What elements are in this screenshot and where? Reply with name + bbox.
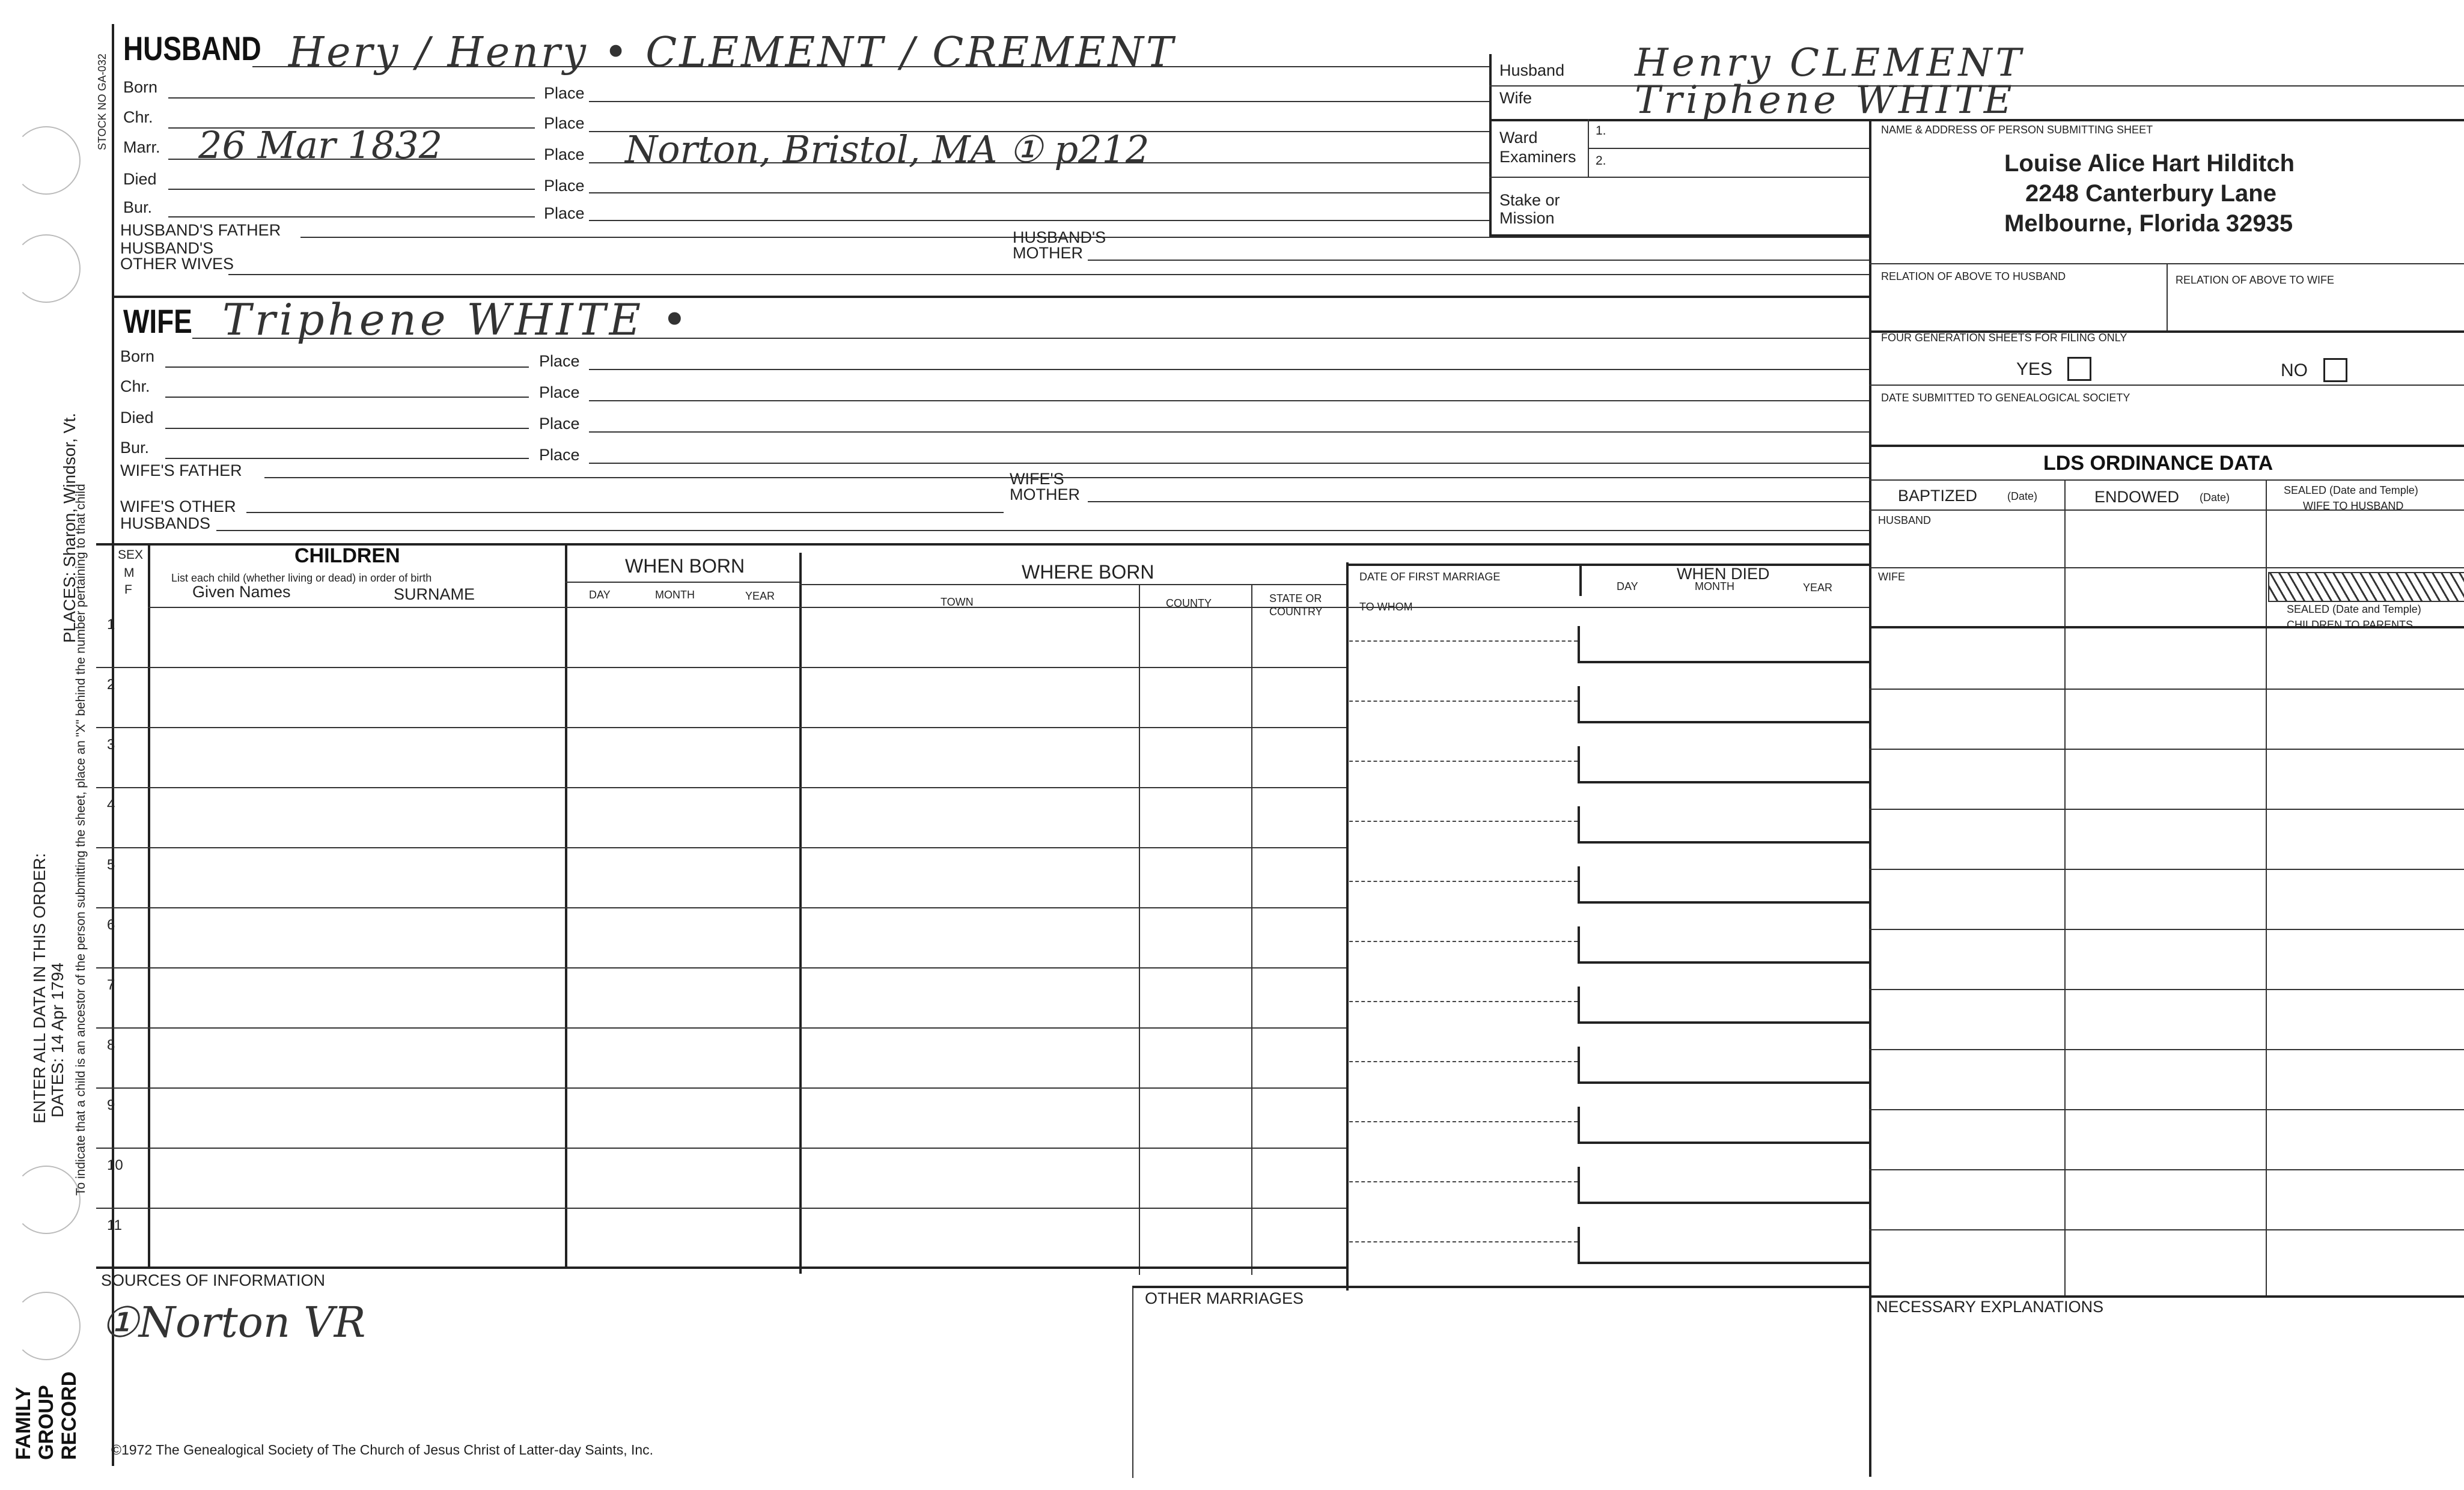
child-died-bracket[interactable]	[1578, 1227, 1871, 1264]
where-born-label: WHERE BORN	[1022, 561, 1154, 583]
husband-title: HUSBAND	[123, 29, 261, 67]
wife-died-place-label: Place	[539, 415, 580, 433]
children-subtitle: List each child (whether living or dead) in order of birth	[171, 572, 432, 584]
form-title-group: GROUP	[35, 1385, 58, 1460]
county-label: COUNTY	[1166, 597, 1212, 609]
lds-header-bottom	[1869, 509, 2464, 511]
town-label: TOWN	[941, 596, 974, 608]
relation-wife-label: RELATION OF ABOVE TO WIFE	[2176, 274, 2335, 286]
child-row-line	[96, 667, 1346, 668]
stake-label-1: Stake or	[1499, 191, 1560, 209]
husband-other-wives-label-2: OTHER WIVES	[120, 255, 234, 273]
lds-sealed-1: SEALED (Date and Temple)	[2284, 484, 2418, 496]
county-col-divider	[1251, 584, 1252, 1275]
sex-f-label: F	[124, 583, 132, 597]
child-marriage-dash[interactable]	[1349, 701, 1578, 702]
ward-wife-line	[1489, 119, 2464, 121]
child-died-bracket[interactable]	[1578, 987, 1871, 1024]
surname-label: SURNAME	[394, 585, 475, 603]
husband-marr-place[interactable]: Norton, Bristol, MA ① p212	[625, 127, 1150, 171]
state-label-1: STATE OR	[1269, 592, 1322, 604]
lds-endowed: ENDOWED	[2094, 488, 2179, 506]
child-died-bracket[interactable]	[1578, 626, 1871, 663]
husband-marr-line	[168, 159, 535, 160]
lds-wife-row-bottom	[1869, 626, 2464, 628]
husband-bur-place-label: Place	[544, 204, 585, 222]
wife-chr-place-line[interactable]	[589, 400, 1869, 401]
state-label-2: COUNTRY	[1269, 606, 1323, 618]
children-title: CHILDREN	[294, 544, 400, 567]
lds-row-line	[1869, 989, 2464, 990]
ward-label-1: Ward	[1499, 129, 1538, 147]
child-marriage-dash[interactable]	[1349, 1241, 1578, 1242]
child-marriage-dash[interactable]	[1349, 640, 1578, 642]
form-title-record: RECORD	[58, 1371, 81, 1460]
child-marriage-dash[interactable]	[1349, 821, 1578, 822]
child-died-bracket[interactable]	[1578, 926, 1871, 964]
examiner-1-line[interactable]	[1588, 148, 1870, 149]
lds-title: LDS ORDINANCE DATA	[2043, 452, 2273, 475]
wife-other-husbands-label-2: HUSBANDS	[120, 514, 211, 532]
husband-mother-label-1: HUSBAND'S	[1013, 228, 1106, 246]
four-gen-bottom	[1869, 385, 2464, 386]
husband-name-line	[252, 66, 1490, 67]
town-col-divider	[1139, 584, 1140, 1275]
child-died-bracket[interactable]	[1578, 1047, 1871, 1084]
other-marriages-top	[1132, 1286, 1869, 1288]
child-row-number: 1	[107, 616, 115, 633]
husband-bur-place-line[interactable]	[589, 220, 1490, 221]
child-marriage-dash[interactable]	[1349, 1061, 1578, 1062]
where-born-col-divider	[1346, 562, 1349, 1291]
binder-hole	[12, 1292, 81, 1360]
ward-label-2: Examiners	[1499, 148, 1576, 166]
wife-died-label: Died	[120, 409, 154, 427]
lds-baptized-date: (Date)	[2007, 490, 2038, 502]
husband-died-place-line[interactable]	[589, 192, 1490, 193]
husband-bur-line[interactable]	[168, 216, 535, 217]
examiner-2-line[interactable]	[1489, 177, 1870, 178]
born-year-label: YEAR	[745, 590, 775, 602]
husband-died-line[interactable]	[168, 189, 535, 190]
wife-mother-label-1: WIFE'S	[1010, 470, 1064, 488]
relation-divider	[2167, 263, 2168, 332]
wife-title: WIFE	[123, 302, 192, 340]
when-born-label: WHEN BORN	[625, 555, 745, 577]
died-month-label: MONTH	[1695, 580, 1734, 592]
lds-row-line	[1869, 1229, 2464, 1230]
ward-husband-label: Husband	[1499, 61, 1565, 79]
lds-hatched-cell	[2268, 572, 2464, 602]
husband-chr-label: Chr.	[123, 108, 153, 126]
ward-wife-value[interactable]: Triphene WHITE	[1635, 78, 2016, 123]
husband-mother-label-2: MOTHER	[1013, 244, 1083, 262]
wife-other-husbands-line-2[interactable]	[216, 530, 1869, 531]
child-row-number: 6	[107, 917, 115, 933]
sources-label: SOURCES OF INFORMATION	[101, 1271, 326, 1289]
husband-mother-line[interactable]	[1088, 260, 1869, 261]
no-label: NO	[2281, 360, 2308, 380]
binder-hole	[12, 234, 81, 303]
header-bottom-line	[148, 607, 1869, 608]
wife-born-place-line[interactable]	[589, 369, 1869, 370]
ward-wife-label: Wife	[1499, 89, 1532, 107]
four-gen-label: FOUR GENERATION SHEETS FOR FILING ONLY	[1881, 332, 2127, 344]
lds-row-line	[1869, 929, 2464, 930]
submitter-city: Melbourne, Florida 32935	[2004, 210, 2293, 237]
husband-name-value[interactable]: Hery / Henry • CLEMENT / CREMENT	[288, 29, 1176, 76]
child-row-number: 5	[107, 857, 115, 873]
lds-wife-label: WIFE	[1878, 571, 1905, 583]
child-row-line	[96, 1027, 1346, 1029]
lds-sealed-2: WIFE TO HUSBAND	[2303, 500, 2404, 512]
child-died-bracket[interactable]	[1578, 1167, 1871, 1204]
child-row-number: 9	[107, 1097, 115, 1113]
child-row-line	[96, 1208, 1346, 1209]
when-born-header-line	[565, 582, 799, 583]
wife-born-place-label: Place	[539, 352, 580, 370]
ward-box-left	[1489, 54, 1492, 236]
ward-box-bottom	[1489, 234, 1870, 237]
lds-col-divider-2	[2266, 479, 2267, 1297]
child-marriage-dash[interactable]	[1349, 761, 1578, 762]
stake-label-2: Mission	[1499, 209, 1555, 227]
wife-name-line	[192, 338, 1869, 339]
husband-other-wives-line[interactable]	[228, 274, 1869, 275]
wife-chr-line[interactable]	[165, 397, 529, 398]
husband-bur-label: Bur.	[123, 198, 153, 216]
dates-instructions: DATES: 14 Apr 1794	[48, 962, 67, 1118]
husband-marr-place-label: Place	[544, 145, 585, 163]
date-submitted-label: DATE SUBMITTED TO GENEALOGICAL SOCIETY	[1881, 392, 2130, 404]
lds-endowed-date: (Date)	[2200, 491, 2230, 503]
wife-born-line[interactable]	[165, 366, 529, 368]
examiner-1: 1.	[1596, 124, 1606, 138]
ancestor-instructions: To indicate that a child is an ancestor of the person submitting the sheet, place an "X" behind the number pertaining to that child	[74, 484, 88, 1196]
child-row-number: 2	[107, 677, 115, 693]
right-column-border	[1869, 119, 1871, 1477]
child-row-number: 8	[107, 1037, 115, 1053]
lds-husband-label: HUSBAND	[1878, 514, 1932, 526]
child-row-line	[96, 787, 1346, 788]
wife-died-place-line[interactable]	[589, 431, 1869, 433]
lds-row-line	[1869, 749, 2464, 750]
wife-other-husbands-label-1: WIFE'S OTHER	[120, 497, 236, 515]
examiner-2: 2.	[1596, 154, 1606, 168]
child-row-line	[96, 907, 1346, 908]
lds-title-bottom	[1869, 479, 2464, 481]
places-instructions: PLACES: Sharon, Windsor, Vt.	[60, 413, 79, 643]
husband-other-wives-label-1: HUSBAND'S	[120, 239, 214, 257]
child-died-bracket[interactable]	[1578, 746, 1871, 783]
enter-data-instructions: ENTER ALL DATA IN THIS ORDER:	[30, 853, 49, 1124]
other-marriages-divider	[1132, 1286, 1133, 1478]
wife-died-line[interactable]	[165, 428, 529, 429]
wife-bur-place-label: Place	[539, 446, 580, 464]
lds-row-line	[1869, 689, 2464, 690]
wife-chr-label: Chr.	[120, 377, 150, 395]
wife-mother-line[interactable]	[1088, 501, 1869, 502]
husband-born-label: Born	[123, 78, 158, 96]
lds-sealed-children-1: SEALED (Date and Temple)	[2287, 603, 2421, 615]
relation-husband-label: RELATION OF ABOVE TO HUSBAND	[1881, 270, 2066, 282]
children-col-divider	[565, 543, 567, 1269]
binder-hole	[12, 126, 81, 195]
wife-father-label: WIFE'S FATHER	[120, 461, 242, 479]
form-title-family: FAMILY	[12, 1387, 35, 1460]
child-row-number: 3	[107, 737, 115, 753]
when-died-header-line	[1346, 564, 1869, 566]
husband-born-line[interactable]	[168, 97, 535, 99]
copyright-notice: ©1972 The Genealogical Society of The Church of Jesus Christ of Latter-day Saints, Inc.	[111, 1442, 654, 1458]
submitter-street: 2248 Canterbury Lane	[2025, 180, 2276, 207]
husband-born-place-label: Place	[544, 84, 585, 102]
sources-value[interactable]: ①Norton VR	[101, 1298, 366, 1347]
when-died-box-left	[1579, 564, 1582, 596]
wife-born-label: Born	[120, 347, 155, 365]
first-marriage-label: DATE OF FIRST MARRIAGE	[1359, 571, 1501, 583]
child-row-number: 4	[107, 797, 115, 813]
child-died-bracket[interactable]	[1578, 866, 1871, 904]
wife-mother-label-2: MOTHER	[1010, 485, 1080, 503]
child-marriage-dash[interactable]	[1349, 1181, 1578, 1182]
sex-m-label: M	[124, 566, 135, 580]
child-row-line	[96, 1148, 1346, 1149]
lds-sealed-children-2: CHILDREN TO PARENTS	[2287, 619, 2414, 631]
child-marriage-dash[interactable]	[1349, 1121, 1578, 1122]
other-marriages-label: OTHER MARRIAGES	[1145, 1289, 1304, 1307]
when-born-col-divider	[799, 553, 802, 1274]
husband-died-place-label: Place	[544, 177, 585, 195]
lds-row-line	[1869, 1049, 2464, 1050]
wife-name-value[interactable]: Triphene WHITE •	[222, 294, 691, 345]
child-died-bracket[interactable]	[1578, 806, 1871, 844]
child-died-bracket[interactable]	[1578, 1107, 1871, 1144]
wife-other-husbands-line[interactable]	[246, 512, 1004, 513]
given-names-label: Given Names	[192, 583, 291, 601]
child-marriage-dash[interactable]	[1349, 881, 1578, 882]
explanations-label: NECESSARY EXPLANATIONS	[1876, 1298, 2104, 1316]
husband-marr-place-line	[589, 162, 1490, 163]
lds-baptized: BAPTIZED	[1898, 487, 1978, 505]
child-row-number: 7	[107, 977, 115, 993]
child-marriage-dash[interactable]	[1349, 1001, 1578, 1002]
child-marriage-dash[interactable]	[1349, 941, 1578, 942]
died-day-label: DAY	[1617, 580, 1638, 592]
submitter-label: NAME & ADDRESS OF PERSON SUBMITTING SHEET	[1881, 124, 2153, 136]
child-row-number: 11	[107, 1217, 122, 1233]
stock-number: STOCK NO GA-032	[96, 53, 108, 150]
born-month-label: MONTH	[655, 589, 695, 601]
yes-label: YES	[2016, 359, 2053, 379]
child-row-line	[96, 847, 1346, 848]
child-row-line	[96, 1087, 1346, 1089]
husband-died-label: Died	[123, 170, 157, 188]
husband-father-label: HUSBAND'S FATHER	[120, 221, 281, 239]
husband-chr-place-label: Place	[544, 114, 585, 132]
lds-row-line	[1869, 1109, 2464, 1110]
wife-chr-place-label: Place	[539, 383, 580, 401]
child-died-bracket[interactable]	[1578, 686, 1871, 723]
husband-marr-label: Marr.	[123, 138, 160, 156]
husband-born-place-line[interactable]	[589, 101, 1490, 102]
to-whom-label: TO WHOM	[1359, 601, 1413, 613]
born-day-label: DAY	[589, 589, 611, 601]
lds-row-line	[1869, 1169, 2464, 1170]
child-row-number: 10	[107, 1157, 123, 1173]
lds-row-line	[1869, 809, 2464, 810]
sex-col-divider	[148, 543, 150, 1269]
lds-col-divider-1	[2064, 479, 2066, 1297]
date-submitted-bottom	[1869, 445, 2464, 447]
husband-marr-date[interactable]: 26 Mar 1832	[198, 123, 443, 167]
died-year-label: YEAR	[1803, 582, 1833, 594]
sex-label: SEX	[118, 548, 144, 562]
wife-father-line[interactable]	[264, 477, 1869, 478]
wife-bur-place-line[interactable]	[589, 463, 1869, 464]
submitter-name: Louise Alice Hart Hilditch	[2004, 150, 2295, 177]
no-checkbox[interactable]	[2323, 358, 2347, 382]
ward-husband-value[interactable]: Henry CLEMENT	[1635, 41, 2025, 85]
sources-top	[96, 1266, 1346, 1269]
child-row-line	[96, 967, 1346, 968]
yes-checkbox[interactable]	[2067, 357, 2091, 381]
lds-row-line	[1869, 869, 2464, 870]
wife-bur-label: Bur.	[120, 439, 150, 457]
when-died-label: WHEN DIED	[1677, 565, 1770, 583]
child-row-line	[96, 727, 1346, 728]
wife-bur-line[interactable]	[165, 458, 529, 459]
where-born-header-line	[799, 584, 1346, 585]
binder-hole	[12, 1166, 81, 1234]
lds-husband-row-bottom	[1869, 567, 2464, 568]
